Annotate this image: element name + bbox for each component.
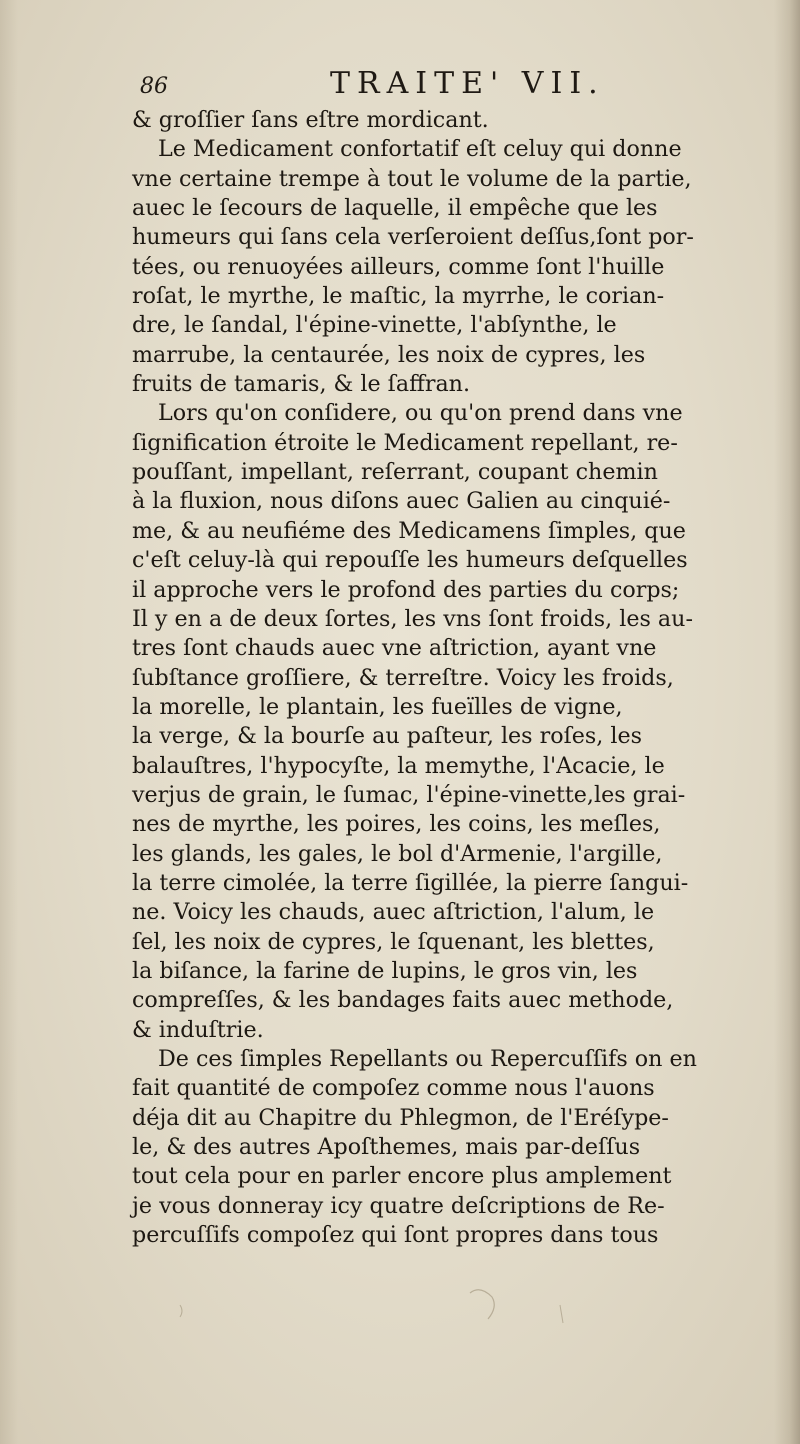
- page-left-edge-shadow: [0, 0, 18, 1444]
- text-line: balauſtres, l'hypocyſte, la memythe, l'Acacie, le: [132, 752, 665, 779]
- text-line: auec le ſecours de laquelle, il empêche que les: [132, 195, 658, 222]
- text-line: fait quantité de compoſez comme nous l'auons: [132, 1075, 655, 1102]
- text-line: & induſtrie.: [132, 1016, 264, 1043]
- text-line: ne. Voicy les chauds, auec aſtriction, l'alum, le: [132, 899, 655, 926]
- text-line: tout cela pour en parler encore plus amplement: [132, 1163, 672, 1190]
- text-line: tées, ou renuoyées ailleurs, comme ſont l'huille: [132, 253, 665, 280]
- text-line: ſel, les noix de cypres, le ſquenant, les blettes,: [132, 928, 655, 955]
- text-line: Il y en a de deux ſortes, les vns ſont froids, les au-: [132, 605, 693, 632]
- page-header: [140, 66, 780, 106]
- paper-blemish-marks: [140, 1275, 740, 1335]
- text-line: déja dit au Chapitre du Phlegmon, de l'Eréſype-: [132, 1104, 669, 1131]
- text-line: humeurs qui ſans cela verſeroient deſſus,ſont por-: [132, 224, 694, 251]
- text-line: il approche vers le profond des parties du corps;: [132, 576, 680, 603]
- page-right-edge-shadow: [774, 0, 800, 1444]
- text-line: & groſſier ſans eſtre mordicant.: [132, 107, 489, 133]
- text-line: marrube, la centaurée, les noix de cypres, les: [132, 341, 646, 368]
- text-line: pouſſant, impellant, reſerrant, coupant chemin: [132, 459, 658, 486]
- text-line: Le Medicament confortatif eſt celuy qui donne: [158, 136, 682, 163]
- text-line: compreſſes, & les bandages faits auec methode,: [132, 987, 674, 1014]
- text-line: je vous donneray icy quatre deſcriptions de Re-: [132, 1192, 665, 1219]
- text-line: la verge, & la bourſe au paſteur, les roſes, les: [132, 723, 643, 750]
- text-line: verjus de grain, le ſumac, l'épine-vinette,les grai-: [132, 781, 686, 808]
- text-line: c'eſt celuy-là qui repouſſe les humeurs deſquelles: [132, 547, 688, 574]
- text-line: la biſance, la farine de lupins, le gros vin, les: [132, 957, 638, 984]
- text-line: les glands, les gales, le bol d'Armenie, l'argille,: [132, 840, 663, 867]
- page-number: 86: [140, 74, 168, 99]
- text-line: ſignification étroite le Medicament repellant, re-: [132, 429, 678, 456]
- text-line: dre, le ſandal, l'épine-vinette, l'abſynthe, le: [132, 312, 617, 339]
- body-text: [132, 106, 772, 1250]
- text-line: à la fluxion, nous diſons auec Galien au cinquié-: [132, 488, 671, 515]
- text-line: tres ſont chauds auec vne aſtriction, ayant vne: [132, 635, 657, 662]
- text-line: le, & des autres Apoſthemes, mais par-deſſus: [132, 1134, 641, 1161]
- text-line: me, & au neufiéme des Medicamens ſimples, que: [132, 517, 686, 544]
- running-title: TRAITE' VII.: [330, 66, 605, 101]
- text-line: fruits de tamaris, & le ſaffran.: [132, 371, 471, 398]
- text-line: ſubſtance groſſiere, & terreſtre. Voicy les froids,: [132, 664, 674, 691]
- text-line: nes de myrthe, les poires, les coins, les meſles,: [132, 811, 661, 838]
- text-line: De ces ſimples Repellants ou Repercuſſifs on en: [158, 1046, 697, 1072]
- text-line: roſat, le myrthe, le maſtic, la myrrhe, le corian-: [132, 283, 665, 310]
- text-line: vne certaine trempe à tout le volume de la partie,: [132, 165, 692, 192]
- text-line: la morelle, le plantain, les fueïlles de vigne,: [132, 693, 623, 720]
- text-line: percuſſifs compoſez qui ſont propres dans tous: [132, 1222, 659, 1249]
- text-line: Lors qu'on conſidere, ou qu'on prend dans vne: [158, 400, 683, 427]
- text-line: la terre cimolée, la terre ſigillée, la pierre ſangui-: [132, 869, 689, 896]
